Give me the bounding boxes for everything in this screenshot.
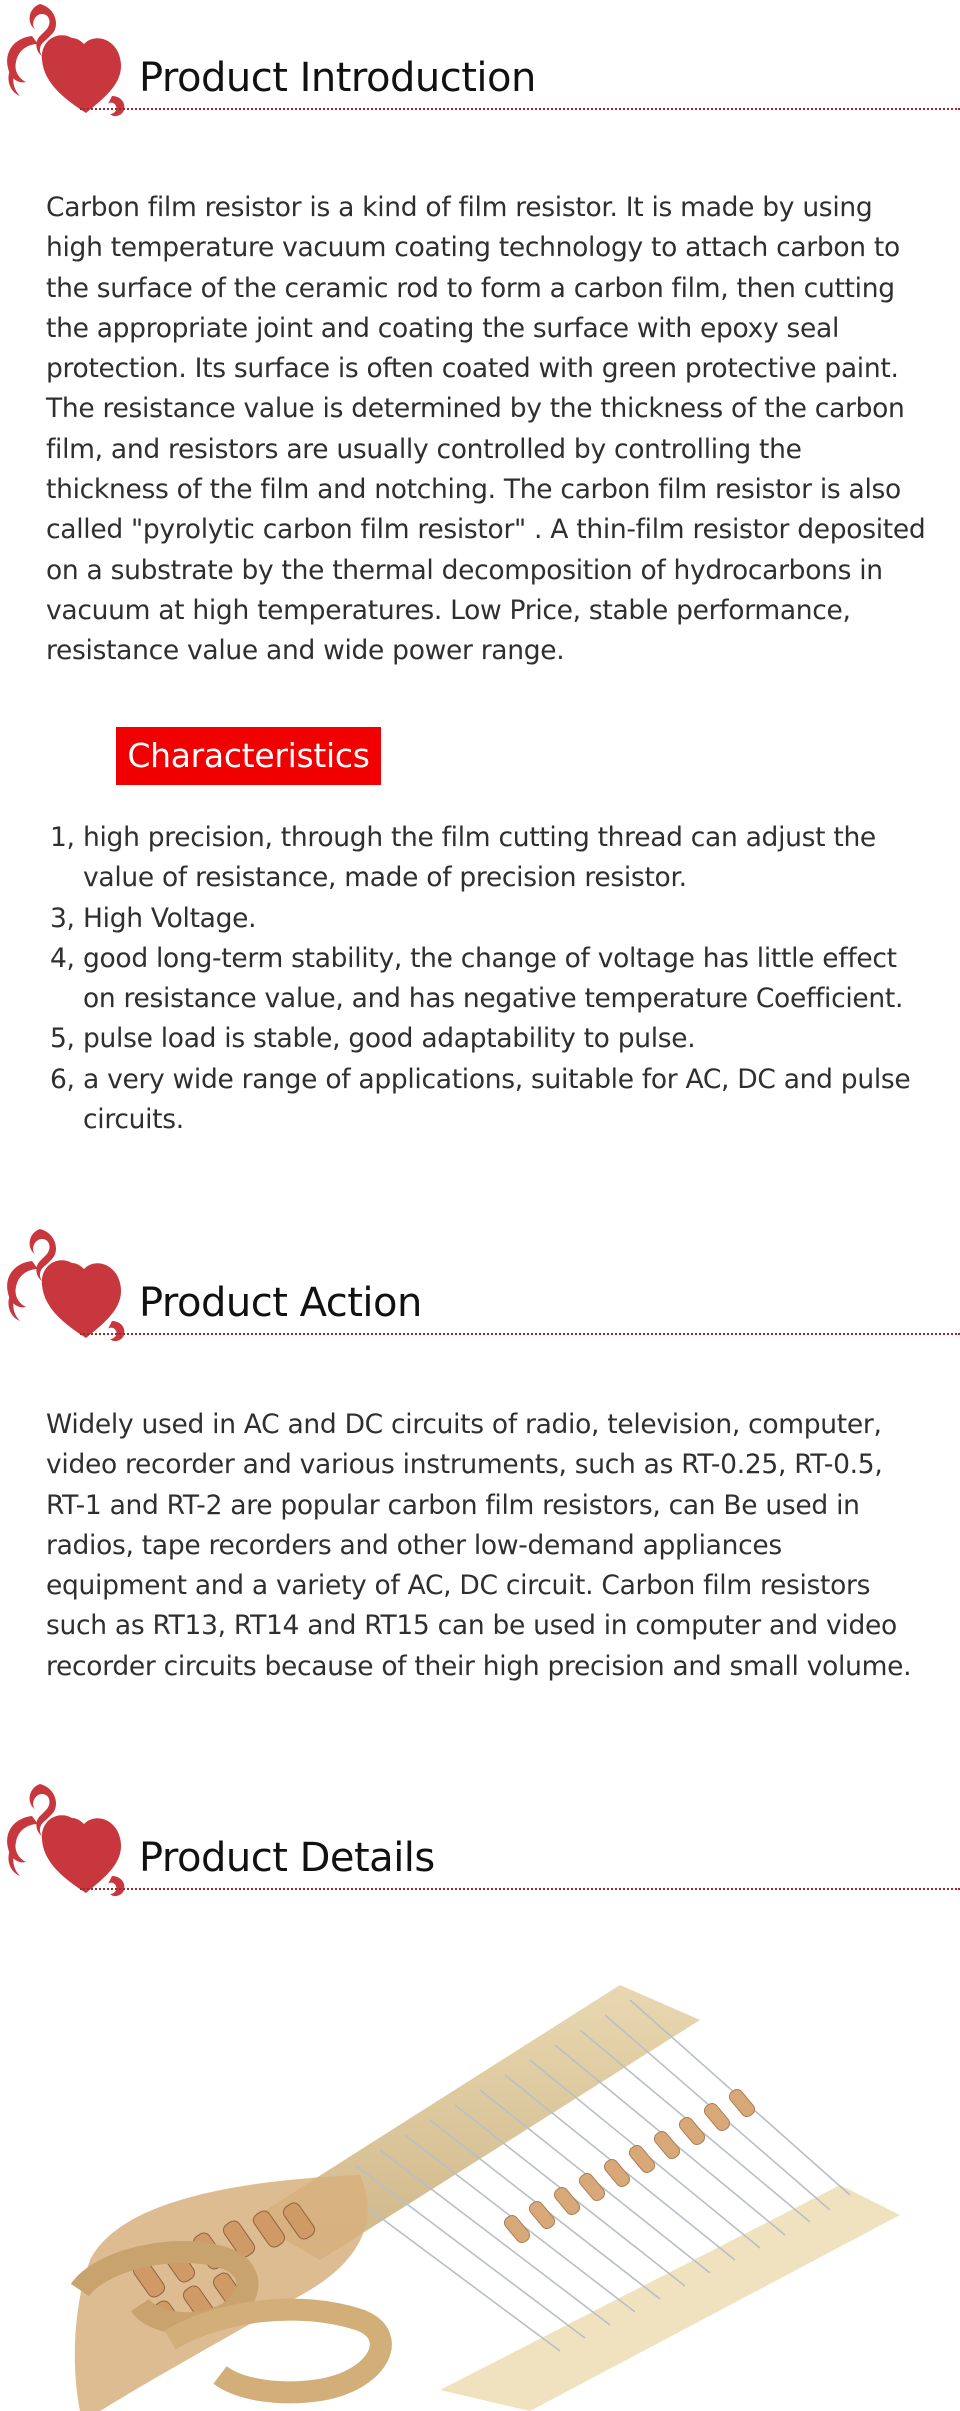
list-item-number: 1, bbox=[50, 822, 75, 853]
resistor-tape-photo bbox=[60, 1960, 900, 2411]
section-header-introduction bbox=[0, 0, 960, 120]
intro-paragraph: Carbon film resistor is a kind of film resistor. It is made by using high temperature vacuum coating technology to attach carbon to the surface of the ceramic rod to form a carbon film, then cutting the appropriate joint and coating the surface with epoxy seal protection. Its surface is often coated with green protective paint. The resistance value is determined by the thickness of the carbon film, and resistors are usually controlled by controlling the thickness of the film and notching. The carbon film resistor is also called "pyrolytic carbon film resistor" . A thin-film resistor deposited on a substrate by the thermal decomposition of hydrocarbons in vacuum at high temperatures. Low Price, stable performance, resistance value and wide power range. bbox=[46, 192, 926, 667]
section-header-details bbox=[0, 1780, 960, 1900]
section-title-introduction: Product Introduction bbox=[139, 55, 536, 101]
section-title-details: Product Details bbox=[139, 1835, 435, 1881]
list-item-number: 5, bbox=[50, 1023, 75, 1055]
list-item-text: high precision, through the film cutting thread can adjust the value of resistance, made of precision resistor. bbox=[83, 822, 876, 894]
list-item bbox=[50, 1060, 930, 1141]
list-item bbox=[50, 1019, 930, 1059]
action-paragraph: Widely used in AC and DC circuits of radio, television, computer, video recorder and various instruments, such as RT-0.25, RT-0.5, RT-1 and RT-2 are popular carbon film resistors, can Be used in radios, tape recorders and other low-demand appliances equipment and a variety of AC, DC circuit. Carbon film resistors such as RT13, RT14 and RT15 can be used in computer and video recorder circuits because of their high precision and small volume. bbox=[46, 1409, 912, 1682]
section-header-action bbox=[0, 1225, 960, 1345]
heart-swirl-icon bbox=[0, 0, 135, 120]
section-title-action: Product Action bbox=[139, 1280, 422, 1326]
characteristics-badge: Characteristics bbox=[116, 727, 381, 785]
heart-swirl-icon bbox=[0, 1225, 135, 1345]
list-item-text: a very wide range of applications, suitable for AC, DC and pulse circuits. bbox=[83, 1063, 911, 1136]
list-item bbox=[50, 818, 930, 899]
list-item-number: 6, bbox=[50, 1063, 75, 1095]
list-item-number: 4, bbox=[50, 942, 75, 974]
section-divider bbox=[80, 1333, 960, 1335]
list-item-text: pulse load is stable, good adaptability to pulse. bbox=[83, 1023, 696, 1055]
list-item-text: High Voltage. bbox=[83, 902, 257, 934]
heart-swirl-icon bbox=[0, 1780, 135, 1900]
section-divider bbox=[80, 1888, 960, 1890]
list-item bbox=[50, 899, 930, 939]
list-item-text: good long-term stability, the change of voltage has little effect on resistance value, and has negative temperature Coefficient. bbox=[83, 942, 904, 1015]
list-item bbox=[50, 939, 930, 1020]
list-item-number: 3, bbox=[50, 902, 75, 934]
section-divider bbox=[80, 108, 960, 110]
characteristics-list bbox=[50, 818, 930, 1140]
